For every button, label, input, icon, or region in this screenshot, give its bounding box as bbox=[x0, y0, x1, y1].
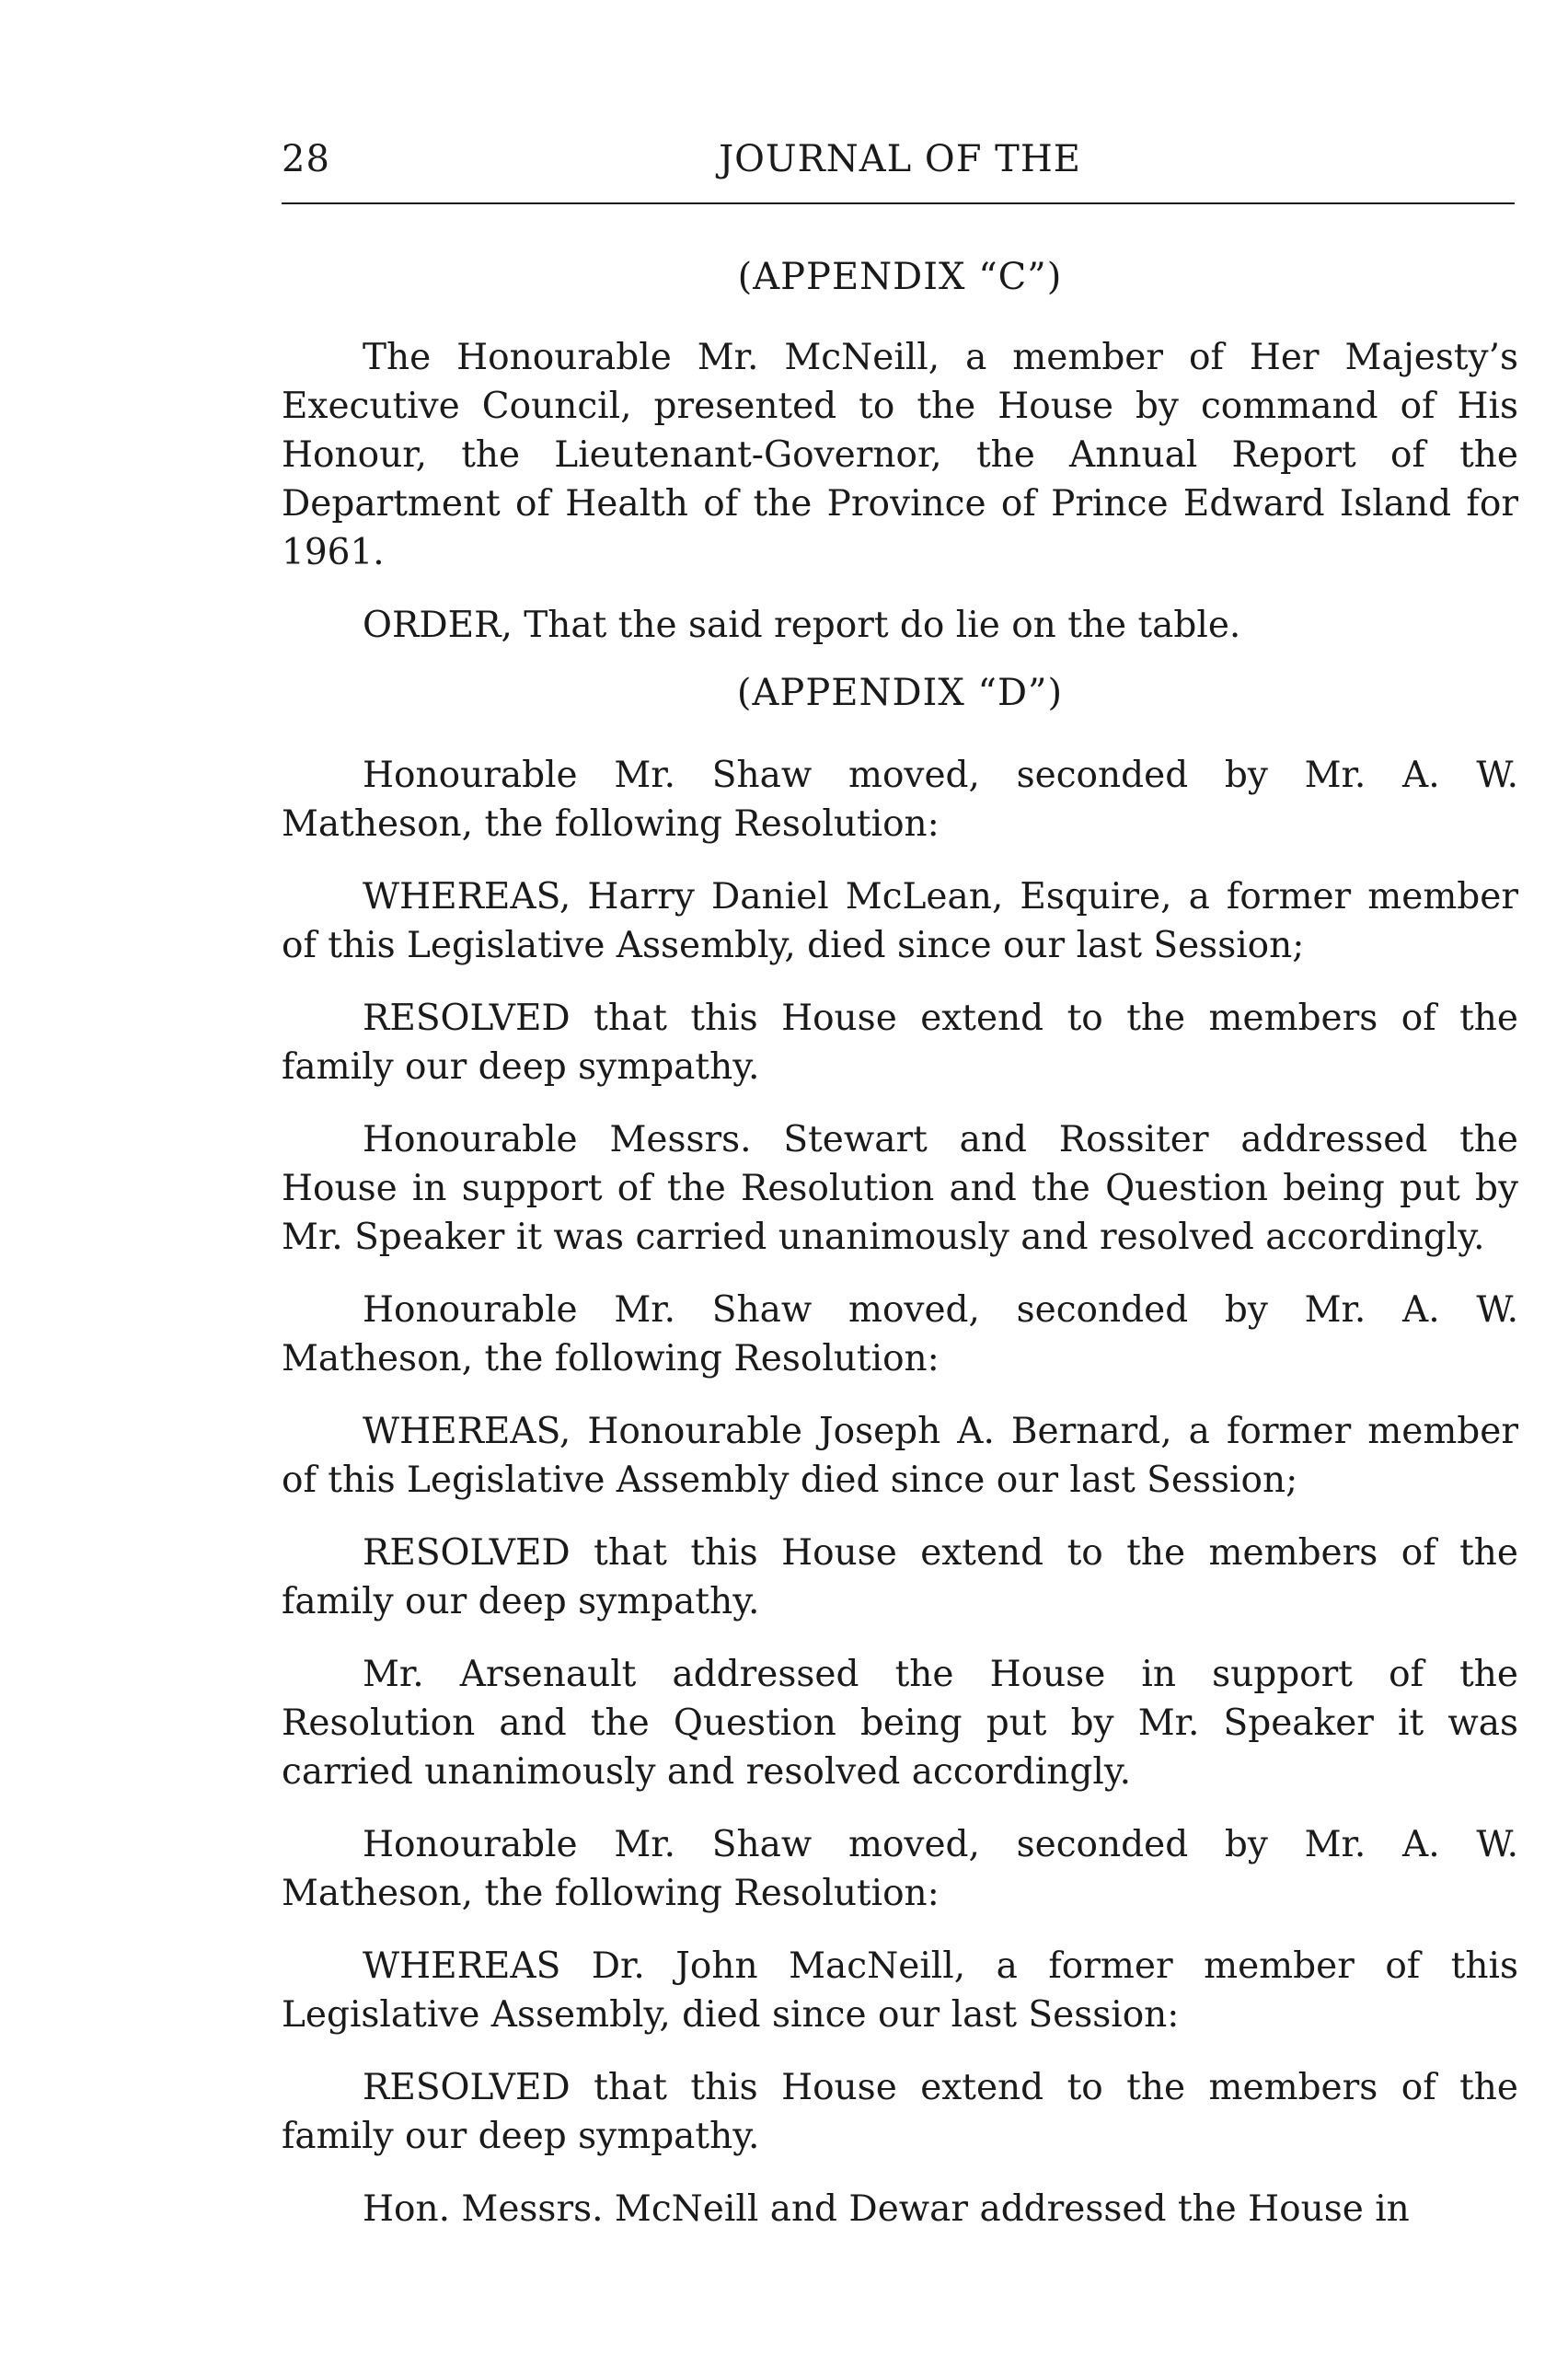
paragraph: WHEREAS, Harry Daniel McLean, Esquire, a former member of this Legislative Assembly, died since our last Session; bbox=[282, 876, 1518, 966]
running-head bbox=[282, 138, 1518, 190]
journal-title: JOURNAL OF THE bbox=[719, 138, 1081, 180]
header-rule bbox=[282, 202, 1515, 204]
paragraph: RESOLVED that this House extend to the members of the family our deep sympathy. bbox=[282, 2067, 1518, 2157]
paragraph: Mr. Arsenault addressed the House in support of the Resolution and the Question being put by Mr. Speaker it was carried unanimously and resolved accordingly. bbox=[282, 1654, 1518, 1793]
paragraph: Honourable Messrs. Stewart and Rossiter addressed the House in support of the Resolution and the Question being put by Mr. Speaker it was carried unanimously and resolved accordingly. bbox=[282, 1119, 1518, 1258]
page-number: 28 bbox=[282, 138, 330, 180]
paragraph: Honourable Mr. Shaw moved, seconded by Mr. A. W. Matheson, the following Resolution: bbox=[282, 1289, 1518, 1379]
paragraph: RESOLVED that this House extend to the members of the family our deep sympathy. bbox=[282, 998, 1518, 1088]
journal-page bbox=[282, 138, 1518, 2257]
paragraph: Hon. Messrs. McNeill and Dewar addressed the House in bbox=[363, 2188, 1410, 2230]
paragraph: The Honourable Mr. McNeill, a member of Her Majesty’s Executive Council, presented to the House by command of His Honour, the Lieutenant-Governor, the Annual Report of the Department of Health of the Province of Prince Edward Island for 1961. bbox=[282, 337, 1518, 573]
paragraph: WHEREAS, Honourable Joseph A. Bernard, a former member of this Legislative Assembly died since our last Session; bbox=[282, 1411, 1518, 1501]
order-paragraph: ORDER, That the said report do lie on the table. bbox=[363, 605, 1241, 646]
appendix-c-heading: (APPENDIX “C”) bbox=[737, 256, 1063, 298]
appendix-d-heading: (APPENDIX “D”) bbox=[736, 672, 1064, 714]
paragraph: Honourable Mr. Shaw moved, seconded by Mr. A. W. Matheson, the following Resolution: bbox=[282, 1824, 1518, 1914]
paragraph: Honourable Mr. Shaw moved, seconded by Mr. A. W. Matheson, the following Resolution: bbox=[282, 755, 1518, 845]
paragraph: RESOLVED that this House extend to the members of the family our deep sympathy. bbox=[282, 1532, 1518, 1622]
paragraph: WHEREAS Dr. John MacNeill, a former member of this Legislative Assembly, died since our last Session: bbox=[282, 1945, 1518, 2036]
